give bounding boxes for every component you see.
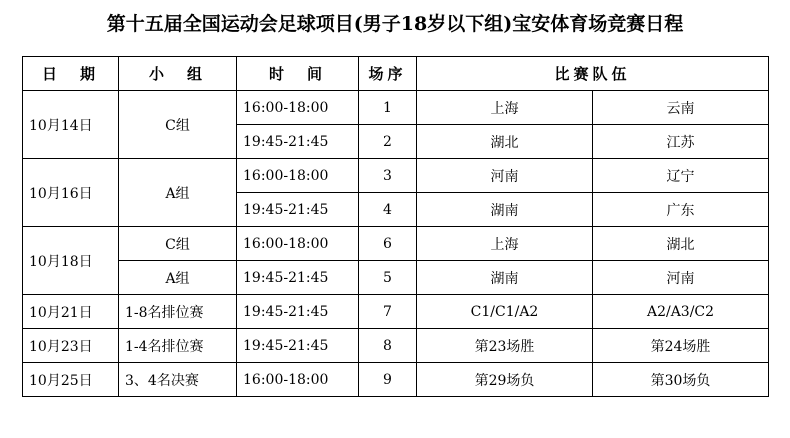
cell-group: 1-4名排位赛 (119, 329, 237, 363)
cell-order: 3 (359, 159, 417, 193)
table-row (23, 159, 769, 193)
cell-time: 19:45-21:45 (237, 295, 359, 329)
cell-team-a: 第23场胜 (417, 329, 593, 363)
table-body (23, 91, 769, 397)
cell-team-b: 广东 (593, 193, 769, 227)
cell-group: 3、4名决赛 (119, 363, 237, 397)
cell-time: 19:45-21:45 (237, 329, 359, 363)
cell-order: 4 (359, 193, 417, 227)
cell-order: 6 (359, 227, 417, 261)
cell-team-b: A2/A3/C2 (593, 295, 769, 329)
column-header-date: 日 期 (23, 57, 119, 91)
table-row (23, 329, 769, 363)
table-header (23, 57, 769, 91)
cell-time: 16:00-18:00 (237, 363, 359, 397)
cell-team-a: 河南 (417, 159, 593, 193)
cell-date: 10月18日 (23, 227, 119, 295)
cell-team-a: 湖北 (417, 125, 593, 159)
cell-time: 19:45-21:45 (237, 125, 359, 159)
cell-time: 19:45-21:45 (237, 261, 359, 295)
cell-team-a: 湖南 (417, 261, 593, 295)
cell-team-b: 江苏 (593, 125, 769, 159)
column-header-group: 小 组 (119, 57, 237, 91)
cell-order: 7 (359, 295, 417, 329)
cell-team-b: 辽宁 (593, 159, 769, 193)
cell-team-a: 上海 (417, 227, 593, 261)
cell-group: C组 (119, 91, 237, 159)
cell-group: 1-8名排位赛 (119, 295, 237, 329)
cell-time: 16:00-18:00 (237, 159, 359, 193)
cell-date: 10月23日 (23, 329, 119, 363)
cell-time: 16:00-18:00 (237, 227, 359, 261)
table-row (23, 227, 769, 261)
page-title: 第十五届全国运动会足球项目(男子18岁以下组)宝安体育场竞赛日程 (106, 13, 684, 35)
cell-order: 5 (359, 261, 417, 295)
schedule-table-wrapper (0, 38, 790, 397)
cell-group: C组 (119, 227, 237, 261)
cell-order: 2 (359, 125, 417, 159)
cell-order: 1 (359, 91, 417, 125)
cell-date: 10月16日 (23, 159, 119, 227)
cell-group: A组 (119, 159, 237, 227)
cell-team-b: 第30场负 (593, 363, 769, 397)
cell-team-b: 第24场胜 (593, 329, 769, 363)
column-header-teams: 比赛队伍 (417, 57, 769, 91)
cell-team-b: 河南 (593, 261, 769, 295)
table-row (23, 295, 769, 329)
schedule-table (22, 56, 769, 397)
table-row (23, 363, 769, 397)
cell-team-a: 第29场负 (417, 363, 593, 397)
cell-order: 8 (359, 329, 417, 363)
cell-date: 10月21日 (23, 295, 119, 329)
table-row (23, 261, 769, 295)
column-header-time: 时 间 (237, 57, 359, 91)
cell-team-a: 湖南 (417, 193, 593, 227)
table-row (23, 91, 769, 125)
cell-team-a: 上海 (417, 91, 593, 125)
cell-order: 9 (359, 363, 417, 397)
table-header-row (23, 57, 769, 91)
cell-team-b: 湖北 (593, 227, 769, 261)
cell-time: 16:00-18:00 (237, 91, 359, 125)
column-header-order: 场序 (359, 57, 417, 91)
cell-team-b: 云南 (593, 91, 769, 125)
cell-time: 19:45-21:45 (237, 193, 359, 227)
cell-team-a: C1/C1/A2 (417, 295, 593, 329)
cell-date: 10月14日 (23, 91, 119, 159)
cell-group: A组 (119, 261, 237, 295)
cell-date: 10月25日 (23, 363, 119, 397)
